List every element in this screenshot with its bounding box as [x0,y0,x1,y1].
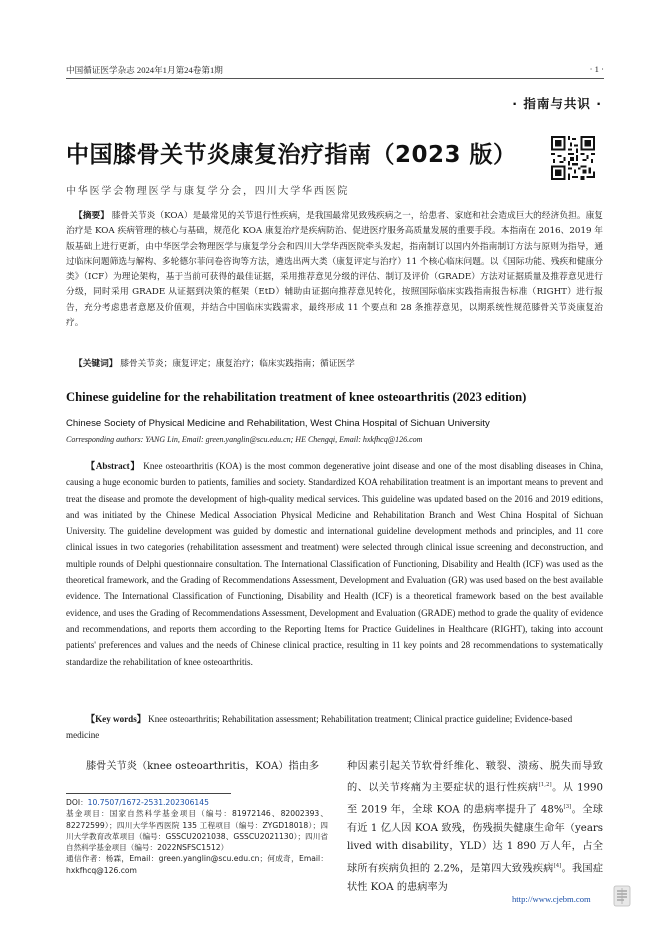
body-right-part-2: 。从 1990 至 2019 年，全球 KOA 的患病率提升了 48% [347,782,604,816]
page-number: · 1 · [589,64,604,74]
body-text-right [347,758,603,897]
footnotes [66,797,328,876]
citation-ref[interactable]: [1,2] [538,782,552,789]
authors-cn: 中华医学会物理医学与康复学分会，四川大学华西医院 [66,186,350,197]
authors-en: Chinese Society of Physical Medicine and Rehabilitation, West China Hospital of Sichuan University [66,418,490,429]
keywords-en-text: Knee osteoarthritis; Rehabilitation assessment; Rehabilitation treatment; Clinical practice guideline; Evidence-based medicine [66,714,573,741]
body-right-part-1: 种因素引起关节软骨纤维化、皲裂、溃疡、脱失而导致的、以关节疼痛为主要症状的退行性疾病 [347,761,603,794]
journal-website-link[interactable]: http://www.cjebm.com [512,894,591,904]
header-divider [66,78,604,79]
abstract-cn-text: 膝骨关节炎（KOA）是最常见的关节退行性疾病，是我国最常见致残疾病之一，给患者、家庭和社会造成巨大的经济负担。康复治疗是 KOA 疾病管理的核心与基础，规范化 KOA 康复治疗是疾病防治、促进医疗服务高质量发展的重要手段。本指南在 2016、2019 年版基础上进行更新，由中华医学会物理医学与康复学分会和四川大学华西医院牵头发起，指南制订以国内外指南制订方法与原则为指导，通过临床问题筛选与解构、多轮德尔菲问卷咨询等方法，遴选出两大类（康复评定与治疗）11 个核心临床问题。以《国际功能、残疾和健康分类》（ICF）为理论架构，基于当前可获得的最佳证据，采用推荐意见分级的评估、制订及评价（GRADE）方法对证据质量及推荐意见进行分级，同时采用 GRADE 从证据到决策的框架（EtD）辅助由证据向推荐意见转化，按照国际临床实践指南报告标准（RIGHT）进行报告，充分考虑患者意愿及价值观，并结合中国临床实践需求，最终形成 11 个要点和 28 条推荐意见，以期系统性规范膝骨关节炎康复治疗。 [66,211,603,329]
abstract-cn-label: 【摘要】 [74,211,109,221]
keywords-cn-text: 膝骨关节炎；康复评定；康复治疗；临床实践指南；循证医学 [117,359,355,369]
abstract-en-text: Knee osteoarthritis (KOA) is the most common degenerative joint disease and one of the most disabling diseases in China, causing a huge economic burden to patients, families and society. Standardized KOA rehabilitation treatment is an important means to prevent and treat the disease and promote the development of high-quality medical services. This guideline was updated based on the 2016 and 2019 editions, and was initiated by the Chinese Medical Association Physical Medicine and Rehabilitation Branch and West China Hospital of Sichuan University. The guideline development was guided by domestic and international guideline development methods and principles, and 11 core clinical issues in two categories (rehabilitation assessment and treatment) were selected through clinical issue screening and deconstruction, and multiple rounds of Delphi questionnaire consultation. The International Classification of Functioning, Disability and Health (ICF) was used as the theoretical framework, and the Grading of Recommendations Assessment, Development and Evaluation (GR) was used based on the best available evidence. The International Classification of Functioning, Disability and Health (ICF) is a theoretical framework based on the best available evidence, and uses the Grading of Recommendations Assessment, Development and Evaluation (GRADE) method to grade the quality of evidence and recommendations, and reports them according to the Reporting Items for Practice Guidelines in Healthcare (RIGHT), taking into account patients' preferences and values and the needs of Chinese clinical practice, resulting in 11 key points and 28 recommendations to systematically standardize the rehabilitation of knee osteoarthritis. [66,461,604,667]
doi-line [66,797,328,808]
keywords-en-label: 【Key words】 [86,714,146,724]
funding-note: 基金项目：国家自然科学基金项目（编号：81972146、82002393、82272599）；四川大学华西医院 135 工程项目（编号：ZYGD18018）；四川大学教育改革项目（编号：GSSCU2021038、GSSCU2021130）；四川省自然科学基金项目（编号：2022NSFSC1512） [66,809,328,853]
article-title-en: Chinese guideline for the rehabilitation treatment of knee osteoarthritis (2023 edition) [66,390,527,404]
doi-label: DOI： [66,798,88,807]
citation-ref[interactable]: [3] [563,804,572,811]
abstract-en [66,458,603,670]
body-right-part-4: 。我国症状性 KOA 的患病率为 [347,863,604,893]
keywords-cn [74,357,355,369]
body-text-left: 膝骨关节炎（knee osteoarthritis，KOA）指由多 [86,761,320,772]
abstract-cn [66,209,603,331]
corresponding-authors-en: Corresponding authors: YANG Lin, Email: green.yanglin@scu.edu.cn; HE Chengqi, Email: hxkfhcq@126.com [66,435,423,444]
keywords-cn-label: 【关键词】 [74,359,118,369]
doi-link[interactable]: 10.7507/1672-2531.202306145 [87,798,209,807]
qr-code-icon [551,136,595,180]
body-right-part-3: 。全球有近 1 亿人因 KOA 致残，伤残损失健康生命年（years lived with disability，YLD）达 1 890 万人年，占全球所有疾病负担的 2.2%，是第四大致残疾病 [347,804,603,875]
citation-ref[interactable]: [4] [553,862,562,869]
journal-logo-icon [613,885,631,907]
footnote-divider [66,793,231,794]
article-title-cn: 中国膝骨关节炎康复治疗指南（2023 版） [66,142,517,168]
correspondence-note: 通信作者：杨霖，Email：green.yanglin@scu.edu.cn；何成奇，Email：hxkfhcq@126.com [66,854,328,875]
abstract-en-label: 【Abstract】 [86,461,141,471]
section-tag: · 指南与共识 · [512,96,602,111]
keywords-en [66,711,603,744]
journal-header: 中国循证医学杂志 2024年1月第24卷第1期 [66,65,223,75]
